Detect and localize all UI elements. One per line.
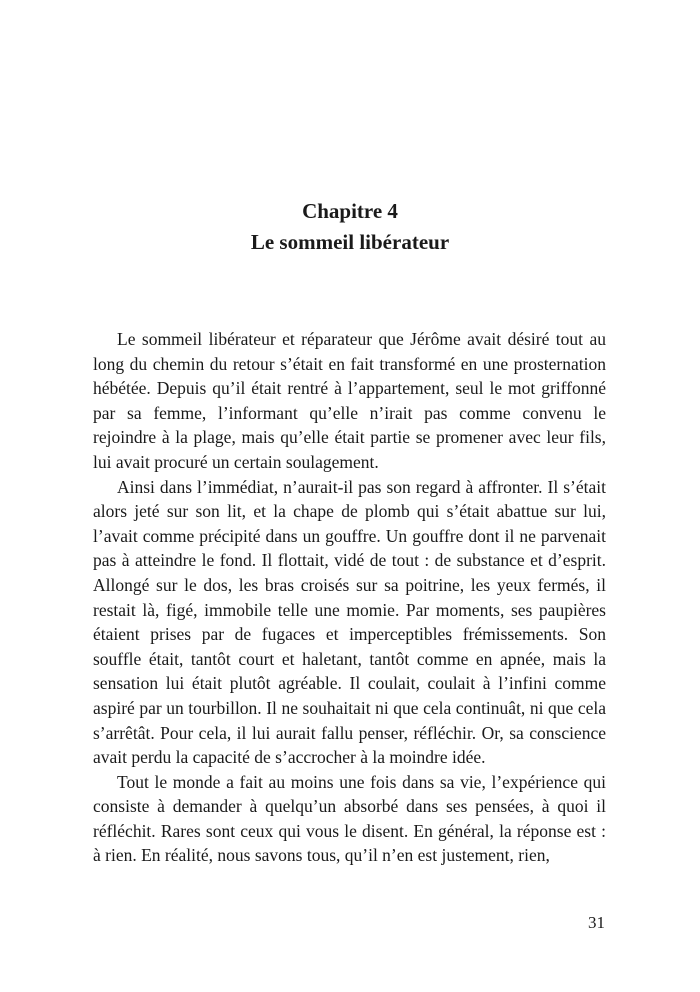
chapter-title: Le sommeil libérateur bbox=[250, 230, 450, 254]
chapter-heading bbox=[0, 196, 700, 258]
paragraph-1: Le sommeil libérateur et réparateur que Jérôme avait désiré tout au long du chemin du retour s’était en fait transformé en une prosternation hébétée. Depuis qu’il était rentré à l’appartement, seul le mot griffonné par sa femme, l’informant qu’elle n’irait pas comme convenu le rejoindre à la plage, mais qu’elle était partie se promener avec leur fils, lui avait procuré un certain soulagement. bbox=[93, 329, 606, 472]
page-number: 31 bbox=[588, 913, 605, 932]
chapter-number: Chapitre 4 bbox=[302, 199, 398, 223]
paragraph-3: Tout le monde a fait au moins une fois dans sa vie, l’expérience qui consiste à demander à quelqu’un absorbé dans ses pensées, à quoi il réfléchit. Rares sont ceux qui vous le disent. En général, la réponse est : à rien. En réalité, nous savons tous, qu’il n’en est justement, rien, bbox=[93, 771, 606, 866]
chapter-body bbox=[93, 327, 606, 868]
paragraph-2: Ainsi dans l’immédiat, n’aurait-il pas son regard à affronter. Il s’était alors jeté sur son lit, et la chape de plomb qui s’était abattue sur lui, l’avait comme précipité dans un gouffre. Un gouffre dont il ne parvenait pas à atteindre le fond. Il flottait, vidé de tout : de substance et d’esprit. Allongé sur le dos, les bras croisés sur sa poitrine, les yeux fermés, il restait là, figé, immobile telle une momie. Par moments, ses paupières étaient prises par de fugaces et imperceptibles frémissements. Son souffle était, tantôt court et haletant, tantôt comme en apnée, mais la sensation lui était plutôt agréable. Il coulait, coulait à l’infini comme aspiré par un tourbillon. Il ne souhaitait ni que cela continuât, ni que cela s’arrêtât. Pour cela, il lui aurait fallu penser, réfléchir. Or, sa conscience avait perdu la capacité de s’accrocher à la moindre idée. bbox=[93, 476, 606, 768]
